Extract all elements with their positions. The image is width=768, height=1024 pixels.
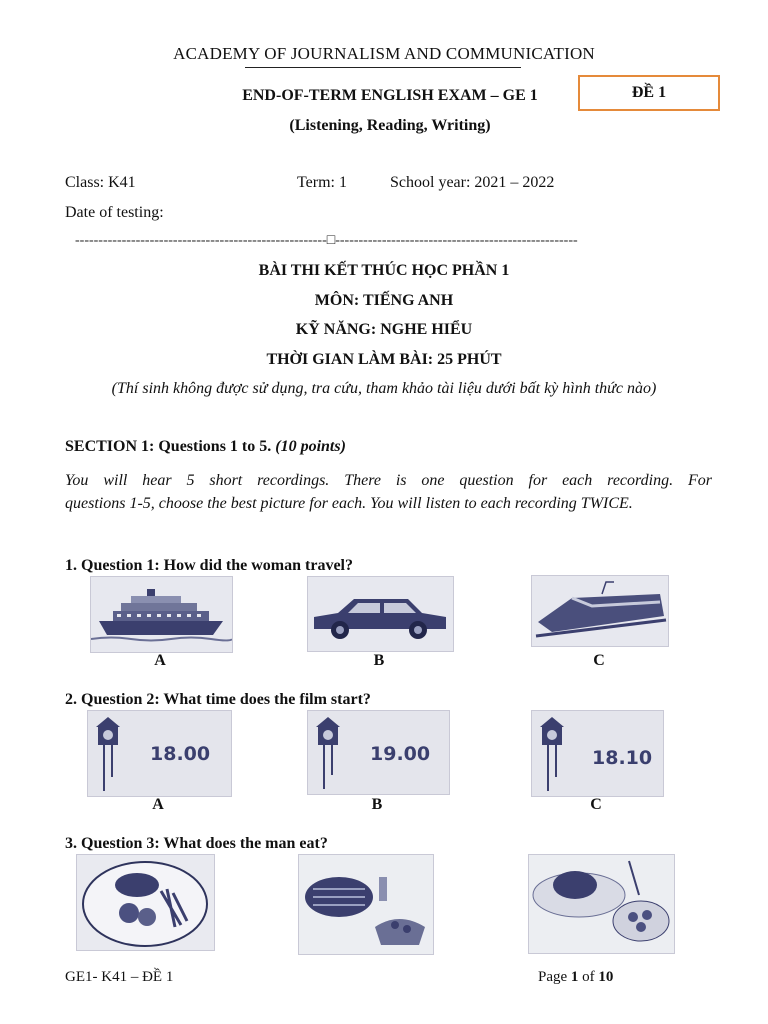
test-heading-4: THỜI GIAN LÀM BÀI: 25 PHÚT xyxy=(266,351,502,368)
footer-page-total: 10 xyxy=(598,969,614,985)
question-2: 2. Question 2: What time does the film start? xyxy=(65,691,371,708)
academy-underline xyxy=(245,67,521,68)
q1-option-c[interactable]: C xyxy=(593,652,605,669)
q2-option-a[interactable]: A xyxy=(152,796,164,813)
section-title xyxy=(65,438,346,456)
clock-picture-b xyxy=(307,710,450,795)
train-picture xyxy=(531,575,669,647)
q1-option-a[interactable]: A xyxy=(154,652,166,669)
exam-code-box xyxy=(578,75,720,111)
q2-option-c[interactable]: C xyxy=(590,796,602,813)
footer-exam-code: GE1- K41 – ĐỀ 1 xyxy=(65,969,174,985)
exam-subtitle: (Listening, Reading, Writing) xyxy=(289,117,491,134)
footer-page-prefix: Page xyxy=(538,969,571,985)
class-info: Class: K41 xyxy=(65,174,136,191)
steak-and-salad-picture xyxy=(528,854,675,954)
date-of-testing: Date of testing: xyxy=(65,204,164,221)
footer-page-number xyxy=(538,969,613,986)
school-year-info: School year: 2021 – 2022 xyxy=(390,174,555,191)
clock-picture-a xyxy=(87,710,232,797)
footer-page-current: 1 xyxy=(570,969,579,985)
test-heading-3: KỸ NĂNG: NGHE HIỂU xyxy=(295,321,473,338)
academy-name: ACADEMY OF JOURNALISM AND COMMUNICATION xyxy=(173,44,595,63)
test-note: (Thí sinh không được sử dụng, tra cứu, tham khảo tài liệu dưới bất kỳ hình thức nào) xyxy=(111,380,657,397)
section-instruction-2: questions 1-5, choose the best picture for each. You will listen to each recording TWICE. xyxy=(65,495,633,512)
question-3: 3. Question 3: What does the man eat? xyxy=(65,835,328,852)
ship-picture xyxy=(90,576,233,653)
question-1: 1. Question 1: How did the woman travel? xyxy=(65,557,353,574)
divider-line: ------------------------------------------------------□---------------------------------------------------- xyxy=(75,233,578,248)
term-info: Term: 1 xyxy=(297,174,347,191)
plate-meat-vegetables-picture xyxy=(76,854,215,951)
grilled-meat-salad-picture xyxy=(298,854,434,955)
test-heading-1: BÀI THI KẾT THÚC HỌC PHẦN 1 xyxy=(258,262,510,279)
clock-time-c: 18.10 xyxy=(592,747,653,769)
test-heading-2: MÔN: TIẾNG ANH xyxy=(314,292,454,309)
clock-picture-c xyxy=(531,710,664,797)
exam-title: END-OF-TERM ENGLISH EXAM – GE 1 xyxy=(242,87,538,104)
section-instruction-1: You will hear 5 short recordings. There is one question for each recording. For xyxy=(65,472,712,489)
section-points: (10 points) xyxy=(275,438,346,455)
footer-page-of: of xyxy=(578,969,599,985)
q2-option-b[interactable]: B xyxy=(371,796,383,813)
exam-code: ĐỀ 1 xyxy=(631,84,667,101)
car-picture xyxy=(307,576,454,652)
clock-time-b: 19.00 xyxy=(370,743,431,765)
clock-time-a: 18.00 xyxy=(150,743,211,765)
q1-option-b[interactable]: B xyxy=(373,652,385,669)
section-title-text: SECTION 1: Questions 1 to 5. xyxy=(65,438,272,455)
